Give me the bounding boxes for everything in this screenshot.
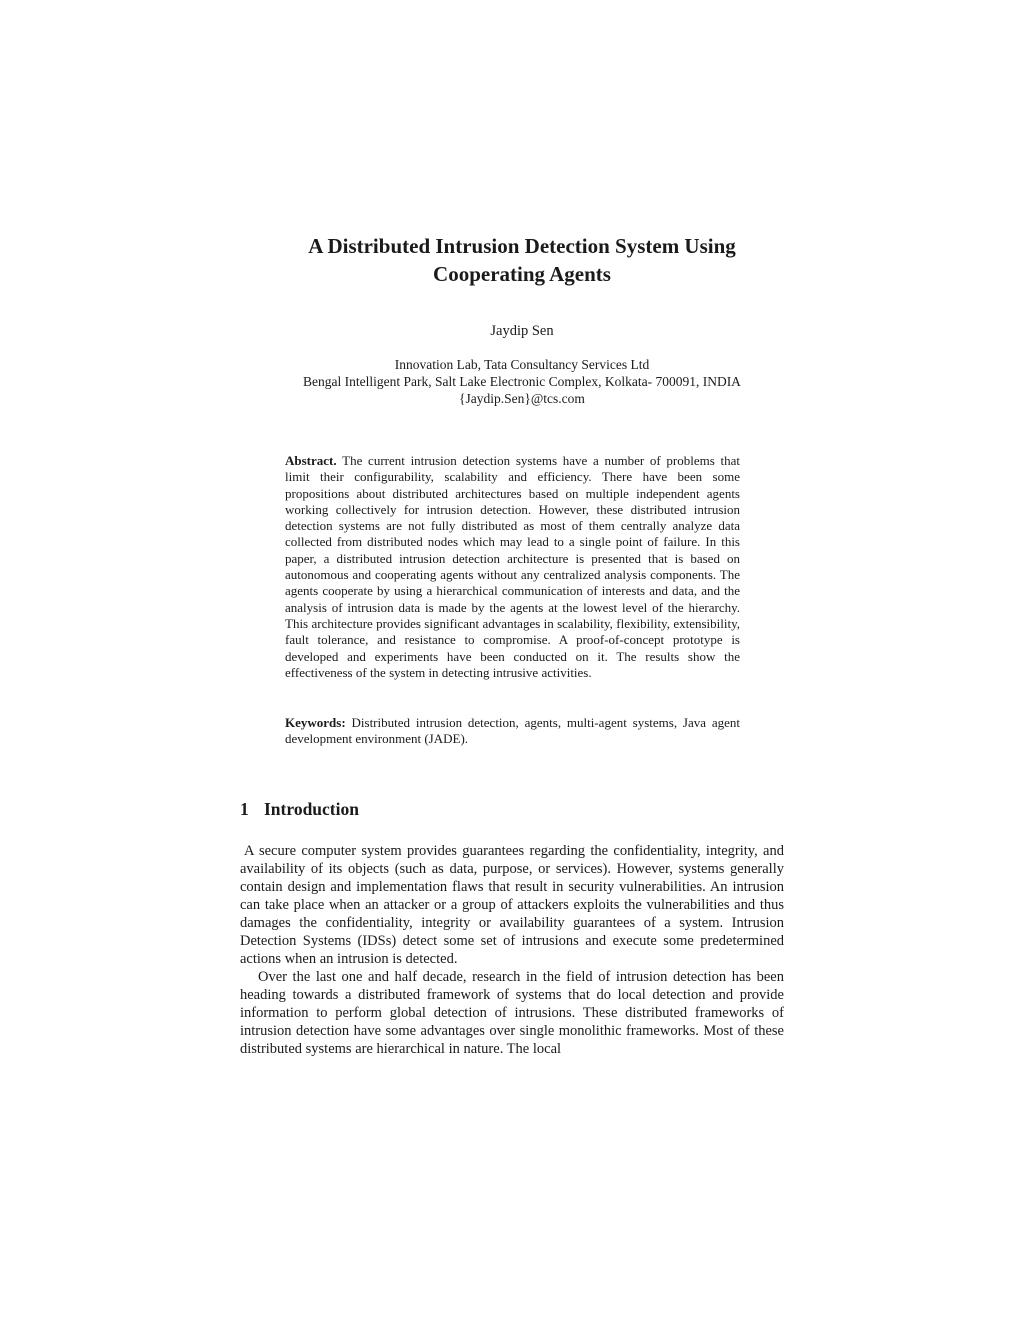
- title-line-1: A Distributed Intrusion Detection System Using: [308, 234, 736, 258]
- section-number: 1: [240, 799, 249, 819]
- paragraph-1: A secure computer system provides guarantees regarding the confidentiality, integrity, and availability of its objects (such as data, purpose, or services). However, systems generally contain design and implementation flaws that result in security vulnerabilities. An intrusion can take place when an attacker or a group of attackers exploits the vulnerabilities and thus damages the confidentiality, integrity or availability guarantees of a system. Intrusion Detection Systems (IDSs) detect some set of intrusions and execute some predetermined actions when an intrusion is detected.: [240, 843, 784, 967]
- author-name: Jaydip Sen: [490, 323, 554, 339]
- keywords: [285, 715, 740, 748]
- section-title: Introduction: [264, 799, 359, 819]
- affiliation-line-1: Innovation Lab, Tata Consultancy Services Ltd: [394, 357, 650, 372]
- affiliation-line-2: Bengal Intelligent Park, Salt Lake Electronic Complex, Kolkata- 700091, INDIA: [303, 374, 741, 389]
- author-email: {Jaydip.Sen}@tcs.com: [459, 391, 585, 406]
- section-heading-introduction: [240, 798, 359, 820]
- introduction-body: [240, 842, 784, 1058]
- affiliation-block: [230, 356, 814, 407]
- title-line-2: Cooperating Agents: [433, 262, 611, 286]
- abstract-label: Abstract.: [285, 453, 337, 468]
- keywords-label: Keywords:: [285, 715, 346, 730]
- keywords-text: Distributed intrusion detection, agents, multi-agent systems, Java agent development environment (JADE).: [285, 715, 740, 747]
- abstract: [285, 453, 740, 681]
- paragraph-2: Over the last one and half decade, research in the field of intrusion detection has been heading towards a distributed framework of systems that do local detection and provide information to perform global detection of intrusions. These distributed frameworks of intrusion detection have some advantages over single monolithic frameworks. Most of these distributed systems are hierarchical in nature. The local: [240, 969, 784, 1057]
- paper-title: [230, 232, 814, 288]
- abstract-text: The current intrusion detection systems have a number of problems that limit their configurability, scalability and efficiency. There have been some propositions about distributed architectures based on multiple independent agents working collectively for intrusion detection. However, these distributed intrusion detection systems are not fully distributed as most of them centrally analyze data collected from distributed nodes which may lead to a single point of failure. In this paper, a distributed intrusion detection architecture is presented that is based on autonomous and cooperating agents without any centralized analysis components. The agents cooperate by using a hierarchical communication of interests and data, and the analysis of intrusion data is made by the agents at the lowest level of the hierarchy. This architecture provides significant advantages in scalability, flexibility, extensibility, fault tolerance, and resistance to compromise. A proof-of-concept prototype is developed and experiments have been conducted on it. The results show the effectiveness of the system in detecting intrusive activities.: [285, 453, 740, 680]
